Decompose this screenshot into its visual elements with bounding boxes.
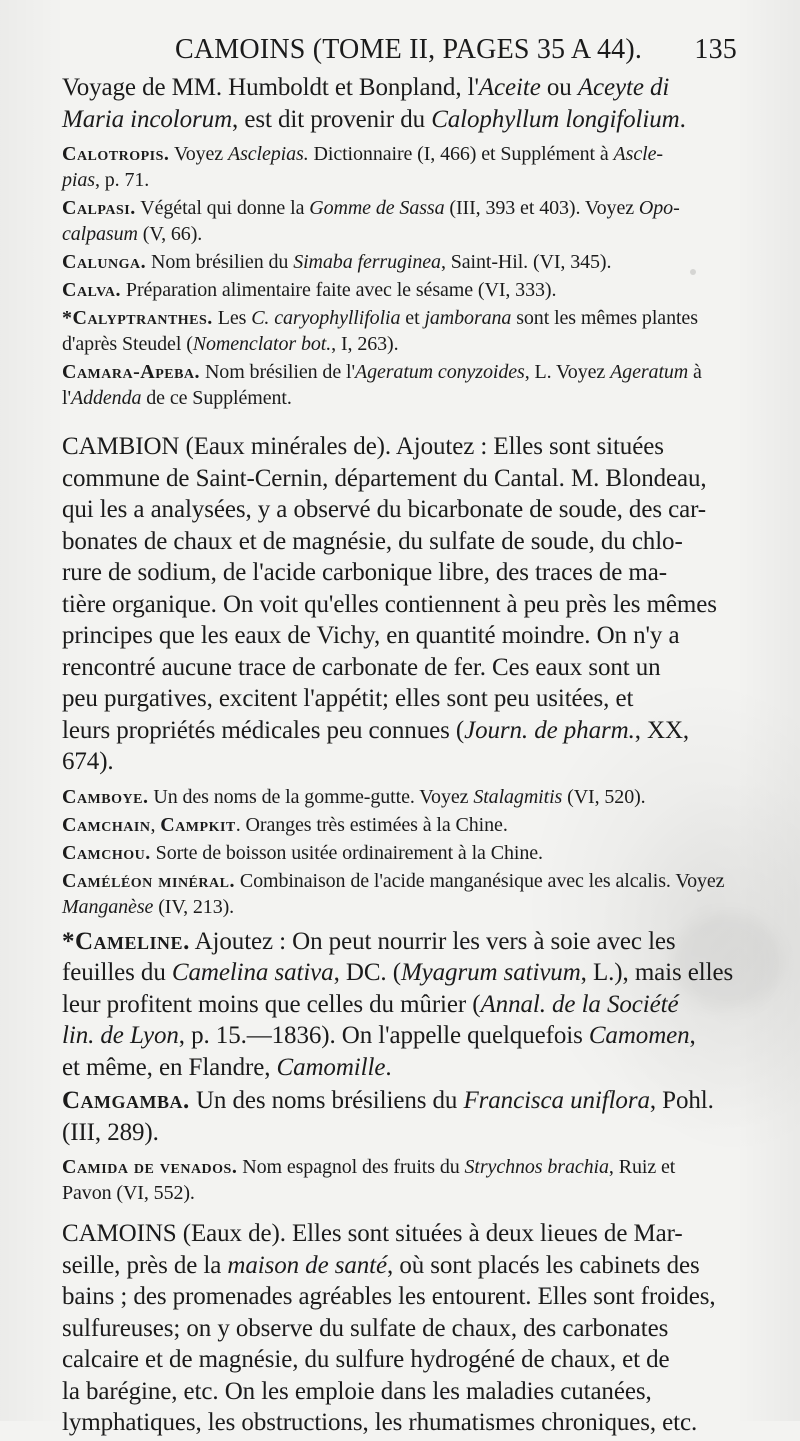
italic-segment: Stalagmitis [473,785,563,808]
camara-apeba-line-2 [62,385,752,411]
entry-head: Caméléon minéral. [62,869,235,892]
entry-head: Calpasi. [62,197,136,219]
text-segment: et [400,307,425,329]
text-segment: Un des noms de la gomme-gutte. Voyez [148,785,474,808]
calunga-entry [62,249,752,275]
italic-segment: Aceyte di [577,74,670,101]
text-segment: seille, près de la [62,1251,228,1279]
entry-head: Campkit [160,813,236,836]
cameline-line-3 [62,989,752,1021]
text-segment: Dictionnaire (I, 466) et Supplément à [308,143,614,165]
italic-segment: lin. de Lyon [62,1022,179,1049]
camgamba-line-1 [62,1085,752,1117]
calpasi-entry [62,195,752,247]
cambion-line-3: qui les a analysées, y a observé du bicarbonate de soude, des car- [62,496,707,523]
text-segment: , est dit provenir du [232,105,432,133]
text-segment: leurs propriétés médicales peu connues ( [62,716,465,744]
text-segment: , [689,1022,696,1049]
italic-segment: Strychnos brachia [464,1156,609,1178]
cambion-entry [62,431,752,778]
italic-segment: Manganèse [62,895,154,918]
calpasi-line-2 [62,221,752,247]
italic-segment: pias [62,169,95,191]
cambion-line-10 [62,715,752,747]
text-segment: (V, 66). [137,223,203,245]
text-segment: Nom espagnol des fruits du [237,1156,465,1178]
camgamba-entry [62,1085,752,1148]
text-segment: , DC. ( [333,959,401,986]
italic-segment: jamborana [424,307,512,329]
cambion-line-6: tière organique. On voit qu'elles contiennent à peu près les mêmes [62,590,717,618]
italic-segment: Camomille [276,1053,386,1081]
camgamba-line-2: (III, 289). [62,1118,159,1146]
text-segment: feuilles du [62,959,172,986]
header-title: CAMOINS (TOME II, PAGES 35 A 44). [175,34,643,65]
italic-segment: Calophyllum longifolium [431,105,680,133]
camoins-line-4: sulfureuses; on y observe du sulfate de chaux, des carbonates [62,1314,669,1342]
calotropis-line-2 [62,167,752,193]
entry-head: Camara-Apeba. [62,361,201,383]
italic-segment: Gomme de Sassa [309,197,445,219]
italic-segment: calpasum [62,223,138,245]
text-segment: . Oranges très estimées à la Chine. [235,813,508,836]
text-segment: Voyez [169,143,228,165]
entry-head: Camgamba. [62,1087,190,1114]
camchain-entry [62,812,752,838]
calpasi-line-1 [62,195,752,221]
humboldt-line-1 [62,72,752,104]
text-segment: , où sont placés les cabinets des [387,1251,700,1279]
calva-entry [62,277,752,303]
italic-segment: Myagrum sativum [400,959,581,986]
text-segment: (III, 393 et 403). Voyez [444,197,639,219]
page-content [62,72,752,1441]
calva-line-1 [62,277,752,303]
text-segment: . [385,1053,392,1081]
text-segment: , p. 71. [94,169,150,191]
text-segment: , [150,813,161,836]
cambion-line-11: 674). [62,748,114,775]
text-segment: , p. 15.—1836). On l'appelle quelquefois [178,1022,589,1049]
camchain-line-1 [62,812,752,838]
entry-head: *Calyptranthes. [62,307,213,329]
cambion-line-8: rencontré aucune trace de carbonate de fer. Ces eaux sont un [62,653,661,681]
calotropis-entry [62,141,752,193]
text-segment: Voyage de MM. Humboldt et Bonpland, l' [62,74,479,101]
camchou-line-1 [62,840,752,866]
italic-segment: Camomen [588,1022,690,1049]
entry-head: Camchain [62,813,151,836]
entry-head: *Cameline. [62,927,190,955]
text-segment: Ajoutez : On peut nourrir les vers à soie avec les [189,927,676,955]
entry-head: Camboye. [62,785,149,808]
entry-head: Calotropis. [62,143,170,165]
humboldt-entry [62,72,752,135]
cambion-line-1: CAMBION (Eaux minérales de). Ajoutez : Elles sont situées [62,433,664,460]
italic-segment: Asclepias. [227,143,309,165]
calunga-line-1 [62,249,752,275]
italic-segment: Simaba ferruginea [293,251,441,273]
entry-head: Calva. [62,279,122,301]
text-segment: , XX, [634,716,690,744]
page-number: 135 [694,34,737,65]
text-segment: , Pohl. [649,1087,714,1114]
text-segment: sont les mêmes plantes [511,307,698,329]
text-segment: , L. Voyez [524,361,611,383]
text-segment: , L.), mais elles [580,959,734,986]
text-segment: Végétal qui donne la [135,197,310,219]
cambion-line-7: principes que les eaux de Vichy, en quantité moindre. On n'y a [62,622,680,649]
cameline-line-4 [62,1020,752,1052]
camoins-line-1: CAMOINS (Eaux de). Elles sont situées à deux lieues de Mar- [62,1220,683,1247]
text-segment: Préparation alimentaire faite avec le sésame (VI, 333). [121,279,557,301]
text-segment: (IV, 213). [153,895,235,918]
camida-entry [62,1154,752,1206]
calotropis-line-1 [62,141,752,167]
cameline-line-5 [62,1052,752,1084]
camida-line-2: Pavon (VI, 552). [62,1182,195,1204]
text-segment: l' [62,387,71,409]
italic-segment: Nomenclator bot. [192,333,332,355]
italic-segment: Annal. de la Société [480,990,679,1018]
cameline-line-2 [62,957,752,989]
text-segment: , I, 263). [331,333,399,355]
italic-segment: C. caryophyllifolia [251,307,401,329]
cameline-entry [62,926,752,1084]
cambion-line-9: peu purgatives, excitent l'appétit; elles sont peu usitées, et [62,685,634,712]
text-segment: Sorte de boisson usitée ordinairement à la Chine. [150,841,543,864]
italic-segment: Journ. de pharm. [464,716,635,744]
italic-segment: Opo- [638,197,680,219]
text-segment: de ce Supplément. [141,387,292,409]
text-segment: et même, en Flandre, [62,1053,277,1081]
italic-segment: Ageratum [610,361,689,383]
text-segment: Un des noms brésiliens du [189,1087,464,1114]
cambion-line-5: rure de sodium, de l'acide carbonique libre, des traces de ma- [62,559,667,586]
text-segment: ou [540,74,578,101]
camoins-entry [62,1218,752,1439]
italic-segment: Camelina sativa [171,959,334,986]
cameleon-line-1 [62,868,752,894]
text-segment: , Ruiz et [608,1156,676,1178]
italic-segment: Aceite [478,74,541,101]
camara-apeba-line-1 [62,359,752,385]
cambion-line-4: bonates de chaux et de magnésie, du sulfate de soude, du chlo- [62,527,683,555]
text-segment: Nom brésilien de l' [200,361,355,383]
camoins-line-6: la barégine, etc. On les emploie dans les maladies cutanées, [62,1377,652,1405]
italic-segment: maison de santé [227,1251,388,1279]
cambion-line-2: commune de Saint-Cernin, département du Cantal. M. Blondeau, [62,464,707,492]
italic-segment: Ageratum conyzoides [354,361,525,383]
italic-segment: Francisca uniflora [463,1087,650,1114]
entry-head: Camida de venados. [62,1156,238,1178]
cameleon-entry [62,868,752,920]
text-segment: d'après Steudel ( [62,333,193,355]
page-header [175,34,750,74]
camchou-entry [62,840,752,866]
humboldt-line-2 [62,104,752,136]
text-segment: à [688,361,702,383]
italic-segment: Addenda [70,387,142,409]
camara-apeba-entry [62,359,752,411]
text-segment: . [679,105,686,133]
cameline-line-1 [62,926,752,958]
calyptranthes-line-2 [62,331,752,357]
camida-line-1 [62,1154,752,1180]
calyptranthes-line-1 [62,305,752,331]
text-segment: , Saint-Hil. (VI, 345). [440,251,612,273]
text-segment: Combinaison de l'acide manganésique avec les alcalis. Voyez [234,869,725,892]
text-segment: Les [212,307,252,329]
italic-segment: Ascle- [613,143,663,165]
camoins-line-3: bains ; des promenades agréables les entourent. Elles sont froides, [62,1283,716,1310]
camoins-line-2 [62,1250,752,1282]
calyptranthes-entry [62,305,752,357]
camoins-line-7: lymphatiques, les obstructions, les rhumatismes chroniques, etc. [62,1409,698,1436]
text-segment: (VI, 520). [562,785,646,808]
camoins-line-5: calcaire et de magnésie, du sulfure hydrogéné de chaux, et de [62,1346,670,1373]
entry-head: Camchou. [62,841,151,864]
entry-head: Calunga. [62,251,147,273]
cameleon-line-2 [62,894,752,920]
text-segment: leur profitent moins que celles du mûrier ( [62,990,481,1018]
italic-segment: Maria incolorum [62,105,233,133]
camboye-entry [62,784,752,810]
camboye-line-1 [62,784,752,810]
text-segment: Nom brésilien du [146,251,294,273]
